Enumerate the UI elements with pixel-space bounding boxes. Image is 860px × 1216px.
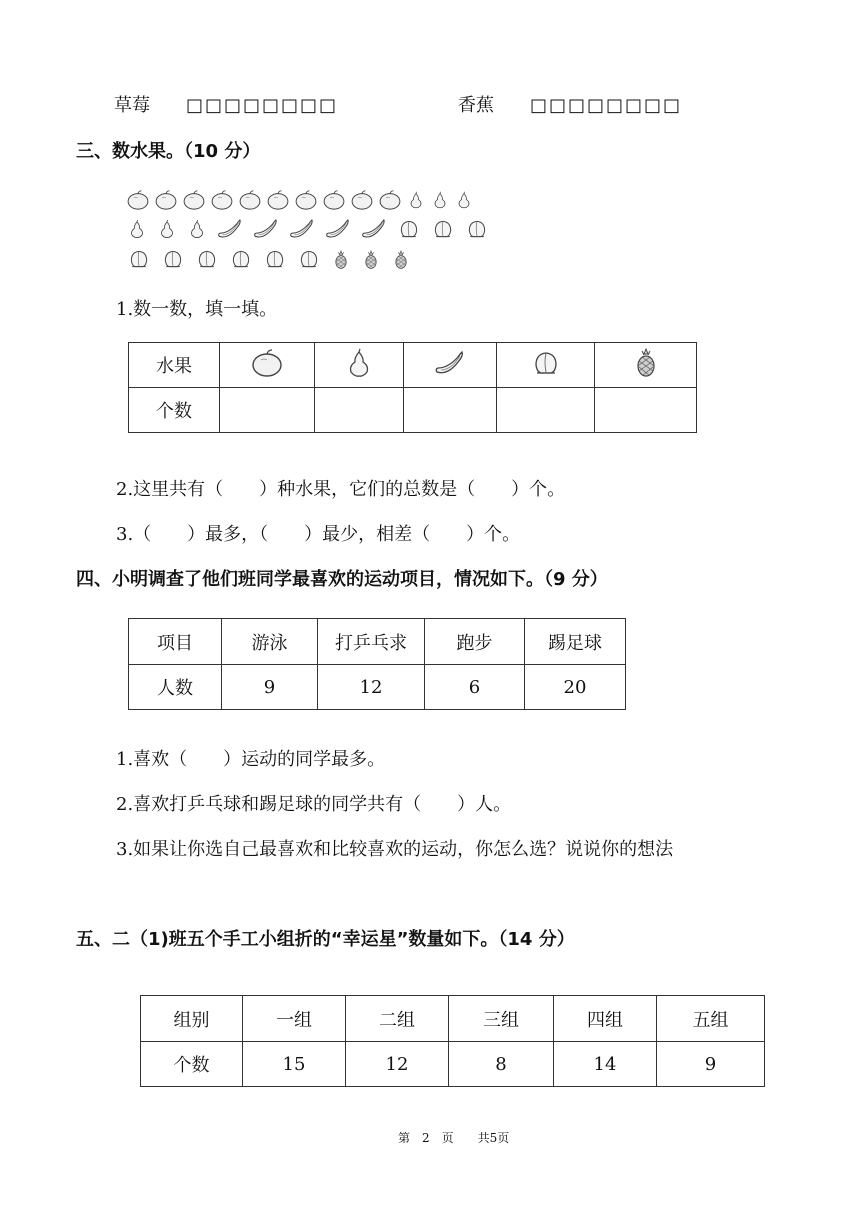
pear-icon <box>126 216 148 242</box>
group-header-row <box>141 996 765 1042</box>
group-header-cell: 三组 <box>449 996 554 1042</box>
sport-survey-table <box>128 618 626 710</box>
fruit-cell <box>315 343 404 388</box>
banana-icon <box>433 348 467 378</box>
pineapple-icon <box>390 246 412 274</box>
apple-icon <box>294 188 318 212</box>
fruit-row-label: 水果 <box>129 343 220 388</box>
apple-icon <box>210 188 234 212</box>
banana-boxes: □□□□□□□□ <box>530 95 683 116</box>
page-number: 第 2 页 共5页 <box>398 1131 510 1145</box>
banana-icon <box>324 216 352 242</box>
peach-icon <box>430 216 456 242</box>
peach-icon <box>296 246 322 272</box>
peach-icon <box>396 216 422 242</box>
sport-value-cell: 人数 <box>129 665 222 710</box>
count-answer-cell[interactable] <box>404 388 497 433</box>
fruit-cell <box>220 343 315 388</box>
sport-value-cell: 12 <box>318 665 425 710</box>
fruit-picture-row-1 <box>126 188 474 212</box>
fruit-cell <box>404 343 497 388</box>
group-value-cell: 9 <box>657 1042 765 1087</box>
sport-header-cell: 踢足球 <box>525 619 626 665</box>
fruit-cell <box>497 343 595 388</box>
sport-value-cell: 6 <box>425 665 525 710</box>
peach-icon <box>228 246 254 272</box>
banana-icon <box>360 216 388 242</box>
peach-icon <box>194 246 220 272</box>
group-value-cell: 15 <box>243 1042 346 1087</box>
banana-icon <box>288 216 316 242</box>
sport-header-cell: 打乒乓求 <box>318 619 425 665</box>
section3-q3: 3.（ ）最多，（ ）最少，相差（ ）个。 <box>116 524 521 545</box>
apple-icon <box>250 348 284 378</box>
fruit-picture-row-3 <box>126 246 412 274</box>
apple-icon <box>378 188 402 212</box>
pear-icon <box>454 188 474 212</box>
apple-icon <box>182 188 206 212</box>
count-answer-cell[interactable] <box>497 388 595 433</box>
strawberry-boxes: □□□□□□□□ <box>186 95 339 116</box>
peach-icon <box>464 216 490 242</box>
sport-value-cell: 20 <box>525 665 626 710</box>
pear-icon <box>156 216 178 242</box>
group-header-cell: 五组 <box>657 996 765 1042</box>
pear-icon <box>186 216 208 242</box>
section3-q1: 1.数一数，填一填。 <box>116 299 278 320</box>
section3-heading: 三、数水果。（10 分） <box>76 141 261 162</box>
banana-label: 香蕉 <box>458 95 494 116</box>
peach-icon <box>126 246 152 272</box>
count-answer-cell[interactable] <box>595 388 697 433</box>
group-value-cell: 8 <box>449 1042 554 1087</box>
section5-heading: 五、二（1)班五个手工小组折的“幸运星”数量如下。（14 分） <box>76 929 575 950</box>
sport-value-row <box>129 665 626 710</box>
section3-q2: 2.这里共有（ ）种水果，它们的总数是（ ）个。 <box>116 479 566 500</box>
group-header-cell: 四组 <box>554 996 657 1042</box>
sport-value-cell: 9 <box>222 665 318 710</box>
apple-icon <box>266 188 290 212</box>
count-answer-cell[interactable] <box>220 388 315 433</box>
group-header-cell: 组别 <box>141 996 243 1042</box>
peach-icon <box>529 348 563 378</box>
pineapple-icon <box>360 246 382 274</box>
apple-icon <box>350 188 374 212</box>
group-value-row <box>141 1042 765 1087</box>
section4-q1: 1.喜欢（ ）运动的同学最多。 <box>116 749 386 770</box>
pineapple-icon <box>629 348 663 378</box>
peach-icon <box>262 246 288 272</box>
apple-icon <box>154 188 178 212</box>
strawberry-label: 草莓 <box>114 95 150 116</box>
group-header-cell: 二组 <box>346 996 449 1042</box>
peach-icon <box>160 246 186 272</box>
apple-icon <box>126 188 150 212</box>
count-answer-cell[interactable] <box>315 388 404 433</box>
pineapple-icon <box>330 246 352 274</box>
section4-heading: 四、小明调查了他们班同学最喜欢的运动项目，情况如下。（9 分） <box>76 569 608 590</box>
apple-icon <box>238 188 262 212</box>
pear-icon <box>342 348 376 378</box>
sport-header-row <box>129 619 626 665</box>
banana-icon <box>252 216 280 242</box>
fruit-row <box>129 343 697 388</box>
count-row-label: 个数 <box>129 388 220 433</box>
group-value-cell: 12 <box>346 1042 449 1087</box>
pear-icon <box>430 188 450 212</box>
fruit-cell <box>595 343 697 388</box>
section4-q2: 2.喜欢打乒乓球和踢足球的同学共有（ ）人。 <box>116 794 512 815</box>
sport-header-cell: 跑步 <box>425 619 525 665</box>
section4-q3: 3.如果让你选自己最喜欢和比较喜欢的运动，你怎么选？说说你的想法 <box>116 839 674 860</box>
count-row <box>129 388 697 433</box>
apple-icon <box>322 188 346 212</box>
group-value-cell: 个数 <box>141 1042 243 1087</box>
banana-icon <box>216 216 244 242</box>
sport-header-cell: 游泳 <box>222 619 318 665</box>
fruit-picture-row-2 <box>126 216 490 242</box>
fruit-count-table <box>128 342 697 433</box>
group-header-cell: 一组 <box>243 996 346 1042</box>
lucky-star-table <box>140 995 765 1087</box>
group-value-cell: 14 <box>554 1042 657 1087</box>
pear-icon <box>406 188 426 212</box>
sport-header-cell: 项目 <box>129 619 222 665</box>
